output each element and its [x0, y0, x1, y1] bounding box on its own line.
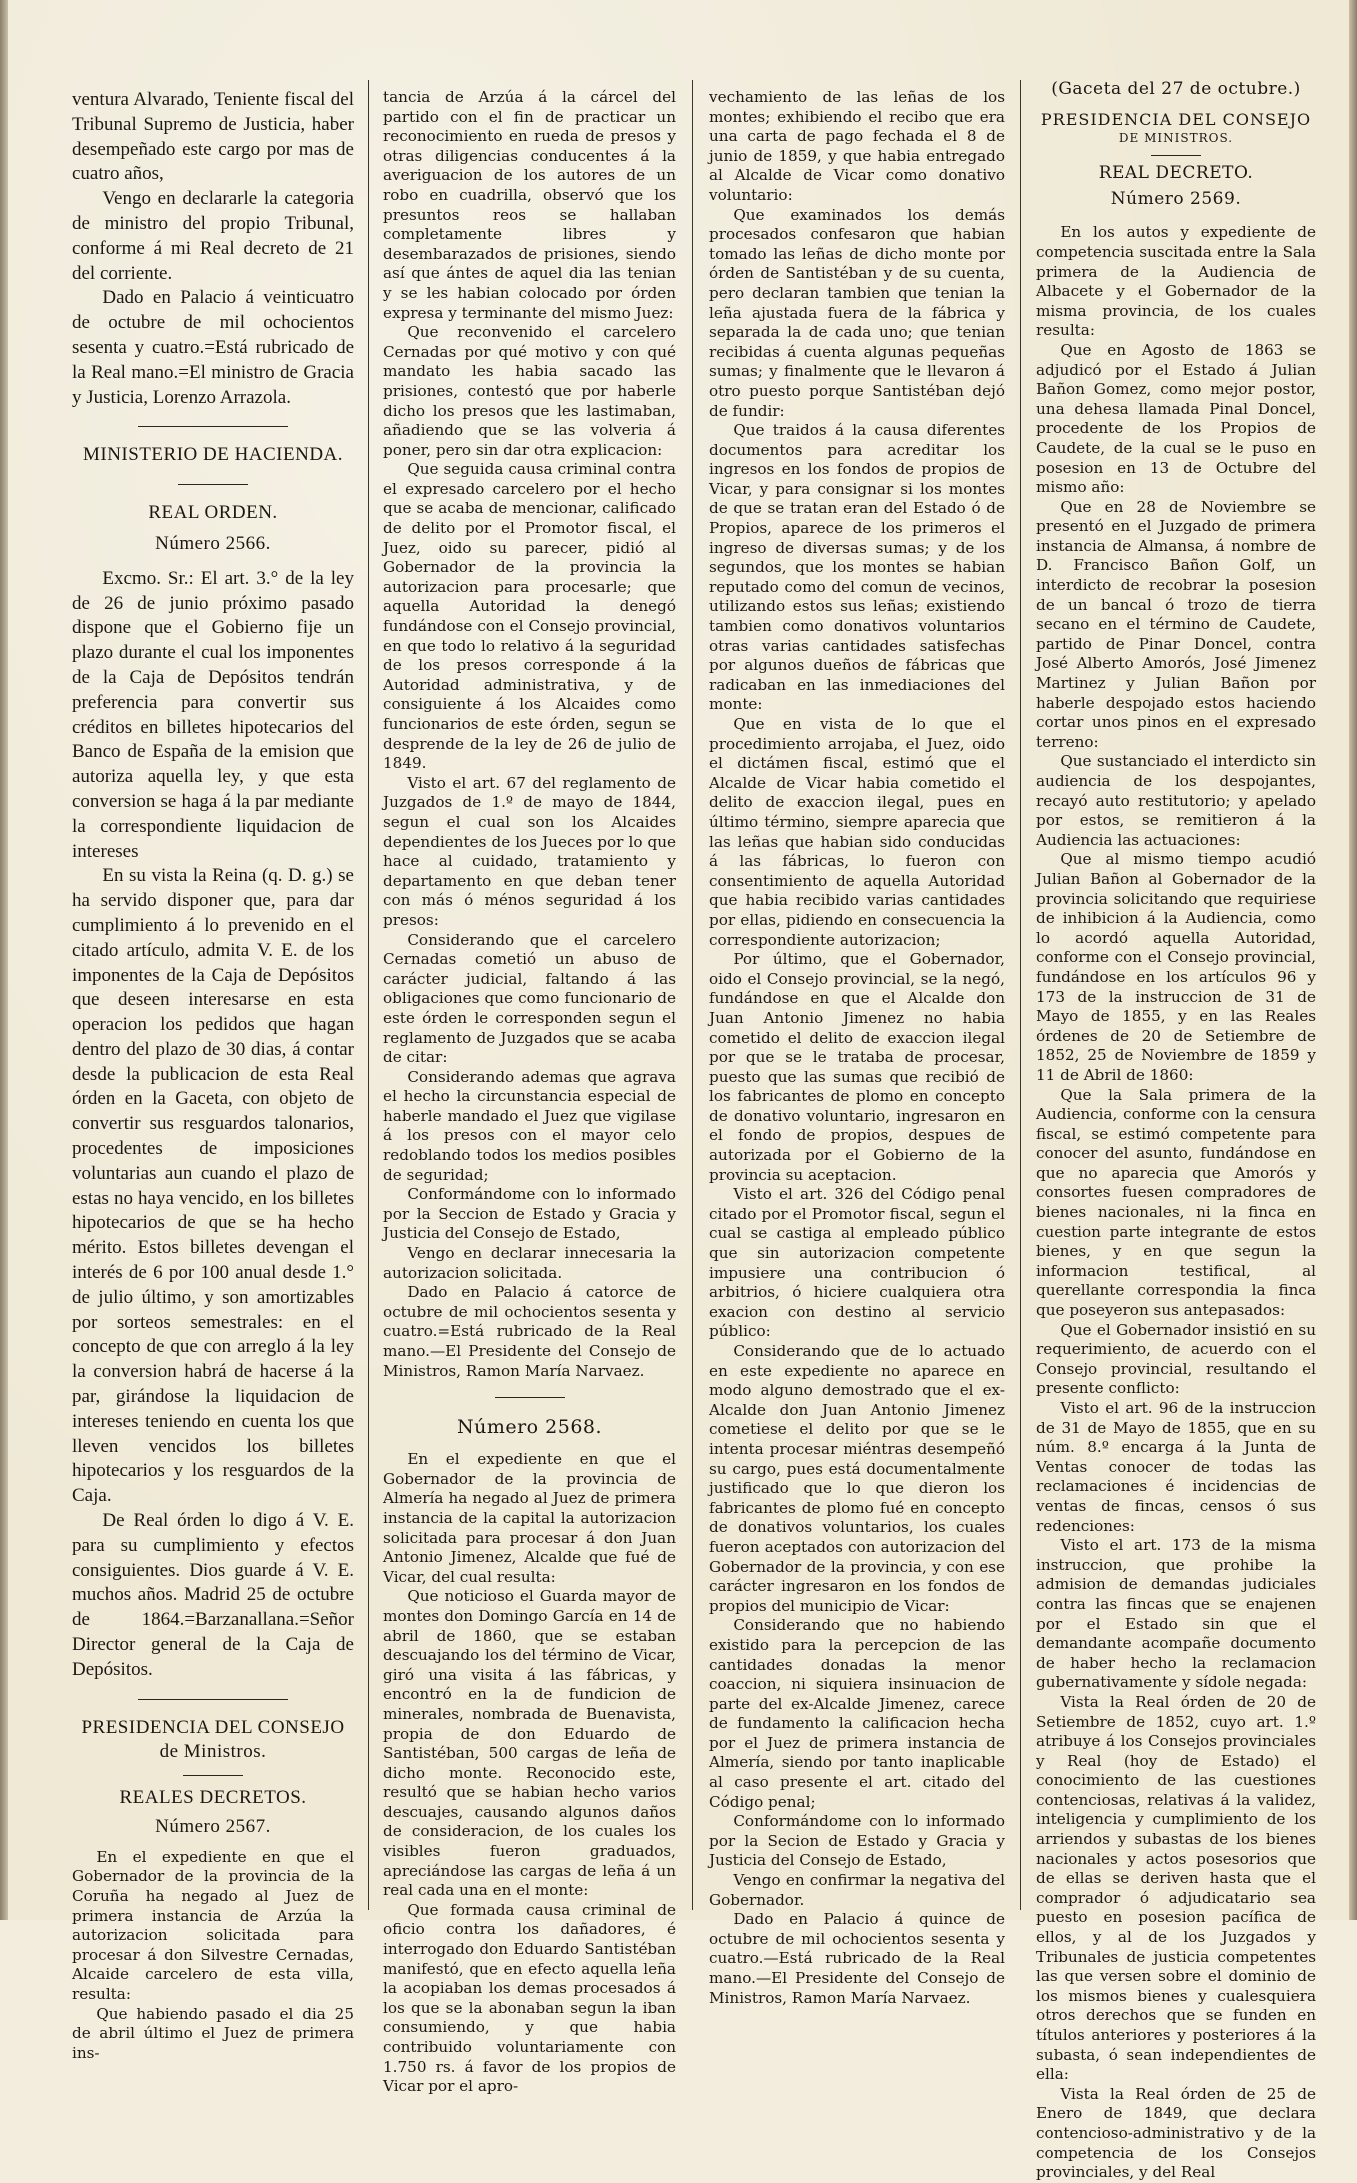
heading-number: Número 2568.: [456, 1416, 603, 1439]
section-divider: [183, 1775, 243, 1776]
section-divider: [138, 1699, 288, 1700]
section-heading-presidencia: PRESIDENCIA DEL CONSEJO: [81, 1716, 345, 1738]
page-edge-right: [1349, 0, 1357, 1920]
heading-number: Número 2566.: [155, 532, 271, 554]
heading-number: Número 2567.: [155, 1816, 271, 1837]
paragraph: Visto el art. 173 de la misma instruccion, que prohibe la admision de demandas judiciales contra las fincas que se enajenen por el Estado sin que el demandante acompañe documento de haber hecho la reclamacion gubernativamente y sídole negada:: [1036, 1536, 1316, 1692]
section-subheading: de Ministros.: [159, 1741, 267, 1763]
section-divider: [138, 426, 288, 427]
paragraph: Que seguida causa criminal contra el expresado carcelero por el hecho que se acaba de mencionar, calificado de delito por el Promotor fiscal, el Juez, oido su parecer, pidió al Gobernador de la provincia la autorizacion para procesarle; que aquella Autoridad la denegó fundándose con el Consejo provincial, en que todo lo relativo á la seguridad de los presos corresponde á la Autoridad administrativa, y de consiguiente á los Alcaides como funcionarios de este órden, segun se desprende de la ley de 26 de julio de 1849.: [383, 460, 676, 773]
paragraph: Que noticioso el Guarda mayor de montes don Domingo García en 14 de abril de 1860, que se estaban descuajando los del término de Vicar, giró una visita á las fábricas, y encontró en la de fundicion de minerales, nombrada de Buenavista, propia de don Eduardo de Santistéban, 500 cargas de leña de dicho monte. Reconocido este, resultó que se habian hecho varios descuajes, causando algunos daños de consideracion, de los cuales los visibles fueron graduados, apreciándose las cargas de leña á un real cada una en el monte:: [383, 1587, 676, 1900]
paragraph: Que examinados los demás procesados confesaron que habian tomado las leñas de dicho monte por órden de Santistéban y de su cuenta, pero declaran tambien que tenian la leña ajustada fuera de la fábrica y separada la de cada uno; que tenian recibidas á cuenta algunas pequeñas sumas; y finalmente que le llevaron á otro puesto porque Santistéban dejó de fundir:: [709, 205, 1005, 420]
column-1: [72, 88, 354, 2062]
column-rule: [1020, 80, 1021, 1910]
heading-reales-decretos: REALES DECRETOS.: [119, 1787, 307, 1809]
paragraph: Que en Agosto de 1863 se adjudicó por el Estado á Julian Bañon Gomez, como mejor postor, una dehesa llamada Pinal Doncel, procedente de los Propios de Caudete, de la cual se le puso en posesion en 13 de Octubre del mismo año:: [1036, 340, 1316, 497]
paragraph: En su vista la Reina (q. D. g.) se ha servido disponer que, para dar cumplimiento á lo prevenido en el citado artículo, admita V. E. de los imponentes de la Caja de Depósitos que deseen interesarse en esta operacion los pedidos que hagan dentro del plazo de 30 dias, á contar desde la publicacion de esta Real órden en la Gaceta, con objeto de convertir sus resguardos talonarios, procedentes de imposiciones voluntarias aun cuando el plazo de estas no haya vencido, en los billetes hipotecarios de que se ha hecho mérito. Estos billetes devengan el interés de 6 por 100 anual desde 1.° de julio último, y son amortizables por sorteos semestrales: en el concepto de que con arreglo á la ley la conversion habrá de hacerse á la par, girándose la liquidacion de intereses teniendo en cuenta los que lleven vencidos los billetes hipotecarios y los resguardos de la Caja.: [72, 865, 354, 1507]
heading-number: Número 2569.: [1110, 188, 1242, 209]
paragraph: Que al mismo tiempo acudió Julian Bañon al Gobernador de la provincia solicitando que requiriese de inhibicion á la Audiencia, como lo acordó aquella Autoridad, conforme con el Consejo provincial, fundándose en los artículos 96 y 173 de la instruccion de 31 de Mayo de 1855, y en las Reales órdenes de 20 de Setiembre de 1852, 25 de Noviembre de 1859 y 11 de Abril de 1860:: [1036, 850, 1316, 1084]
paragraph: Visto el art. 67 del reglamento de Juzgados de 1.º de mayo de 1844, segun el cual son los Alcaides dependientes de los Jueces por lo que hace al cuidado, tratamiento y departamento en que deban tener con más ó ménos seguridad á los presos:: [383, 773, 676, 929]
paragraph: vechamiento de las leñas de los montes; exhibiendo el recibo que era una carta de pago fechada el 8 de junio de 1859, y que habia entregado al Alcalde de Vicar como donativo voluntario:: [709, 88, 1005, 204]
paragraph: Que formada causa criminal de oficio contra los dañadores, é interrogado don Eduardo Santistéban manifestó, que en efecto aquella leña la acopiaban los demas procesados á los que se la abonaban segun la iban consumiendo, y que habia contribuido voluntariamente con 1.750 rs. á favor de los propios de Vicar por el apro-: [383, 1900, 676, 2096]
paragraph: En los autos y expediente de competencia suscitada entre la Sala primera de la Audiencia de Albacete y el Gobernador de la misma provincia, de los cuales resulta:: [1036, 223, 1316, 340]
column-4: [1036, 79, 1316, 2182]
paragraph: Considerando que de lo actuado en este expediente no aparece en modo alguno demostrado que el ex-Alcalde don Juan Antonio Jimenez cometiese el delito por que se le intenta procesar miéntras desempeñó su cargo, pues está documentalmente justificado que lo que dieron los fabricantes de plomo fué en concepto de donativos voluntarios, los cuales fueron aceptados con autorizacion del Gobernador de la provincia, y con ese carácter ingresaron en los fondos de propios del municipio de Vicar:: [709, 1342, 1005, 1615]
paragraph: Que traidos á la causa diferentes documentos para acreditar los ingresos en los fondos de propios de Vicar, y para consignar si los montes de que se tratan eran del Estado ó de Propios, aparece de los primeros el ingreso de diversas sumas; y de los segundos, que los montes se habian reputado como del comun de vecinos, utilizando estos sus leñas; existiendo tambien como donativos voluntarios otras varias cantidades satisfechas por algunos dueños de fábricas que radicaban en las inmediaciones del monte:: [709, 421, 1005, 714]
section-divider: [178, 484, 248, 485]
section-subheading: DE MINISTROS.: [1118, 131, 1234, 146]
paragraph: Que reconvenido el carcelero Cernadas por qué motivo y con qué mandato les habia sacado las prisiones, contestó que por haberle dicho los presos que les lastimaban, añadiendo que se las volveria á poner, pero sin dar otra explicacion:: [383, 323, 676, 459]
paragraph: Que sustanciado el interdicto sin audiencia de los despojantes, recayó auto restitutorio; y apelado por estos, se remitieron á la Audiencia las actuaciones:: [1036, 752, 1316, 849]
column-3: [709, 88, 1005, 2007]
column-rule: [368, 80, 369, 1910]
paragraph: De Real órden lo digo á V. E. para su cumplimiento y efectos consiguientes. Dios guarde á V. E. muchos años. Madrid 25 de octubre de 1864.=Barzanallana.=Señor Director general de la Caja de Depósitos.: [72, 1510, 354, 1680]
heading-real-orden: REAL ORDEN.: [148, 502, 278, 524]
paragraph: Vista la Real órden de 20 de Setiembre de 1852, cuyo art. 1.º atribuye á los Consejos provinciales y Real (hoy de Estado) el conocimiento de las cuestiones contenciosas, relativas á la validez, inteligencia y cumplimiento de los arriendos y subastas de los bienes nacionales y actos posesorios que de ellas se deriven hasta que el comprador ó adjudicatario sea puesto en posesion pacífica de ellos, y al de los Juzgados y Tribunales de justicia competentes las que versen sobre el dominio de los mismos bienes y cualesquiera otros derechos que se funden en títulos anteriores y posteriores á la subasta, ó sean independientes de ella:: [1036, 1692, 1316, 2084]
paragraph: Vengo en declarar innecesaria la autorizacion solicitada.: [383, 1244, 676, 1282]
paragraph: Vista la Real órden de 25 de Enero de 1849, que declara contencioso-administrativo y de la competencia de los Consejos provinciales, y del Real: [1036, 2084, 1316, 2182]
paragraph: Que el Gobernador insistió en su requerimiento, de acuerdo con el Consejo provincial, resultando el presente conflicto:: [1036, 1320, 1316, 1398]
paragraph: ventura Alvarado, Teniente fiscal del Tribunal Supremo de Justicia, haber desempeñado este cargo por mas de cuatro años,: [72, 89, 354, 185]
paragraph: Conformándome con lo informado por la Seccion de Estado y Gracia y Justicia del Consejo de Estado,: [383, 1185, 676, 1243]
paragraph: Visto el art. 96 de la instruccion de 31 de Mayo de 1855, que en su núm. 8.º encarga á la Junta de Ventas conocer de todas las reclamaciones é incidencias de ventas de fincas, censos ó sus redenciones:: [1036, 1399, 1316, 1535]
column-rule: [692, 80, 693, 1910]
paragraph: Conformándome con lo informado por la Secion de Estado y Gracia y Justicia del Consejo de Estado,: [709, 1812, 1005, 1870]
heading-real-decreto: REAL DECRETO.: [1098, 163, 1254, 184]
paragraph: Considerando ademas que agrava el hecho la circunstancia especial de haberle mandado el Juez que vigilase á los presos con el mayor celo redoblando todos los medios posibles de seguridad;: [383, 1067, 676, 1184]
paragraph: Por último, que el Gobernador, oido el Consejo provincial, se la negó, fundándose en que el Alcalde don Juan Antonio Jimenez no habia cometido el delito de exaccion ilegal por que se le trataba de procesar, puesto que las sumas que recibió de los fabricantes de plomo en concepto de donativo voluntario, ingresaron en el fondo de propios, despues de autorizada por el Gobierno de la provincia su aceptacion.: [709, 950, 1005, 1184]
paragraph: Dado en Palacio á quince de octubre de mil ochocientos sesenta y cuatro.—Está rubricado de la Real mano.—El Presidente del Consejo de Ministros, Ramon María Narvaez.: [709, 1910, 1005, 2007]
paragraph: Excmo. Sr.: El art. 3.° de la ley de 26 de junio próximo pasado dispone que el Gobierno fije un plazo durante el cual los imponentes de la Caja de Depósitos tendrán preferencia para convertir sus créditos en billetes hipotecarios del Banco de España de la emision que autoriza aquella ley, y que esta conversion se haga á la par mediante la correspondiente liquidacion de intereses: [72, 567, 354, 862]
paragraph: Vengo en declararle la categoria de ministro del propio Tribunal, conforme á mi Real decreto de 21 del corriente.: [72, 188, 354, 284]
column-2: [383, 88, 676, 2096]
paragraph: Dado en Palacio á veinticuatro de octubre de mil ochocientos sesenta y cuatro.=Está rubricado de la Real mano.=El ministro de Gracia y Justicia, Lorenzo Arrazola.: [72, 287, 354, 408]
paragraph: Que en 28 de Noviembre se presentó en el Juzgado de primera instancia de Almansa, á nombre de D. Francisco Bañon Golf, un interdicto de recobrar la posesion de un bancal ó trozo de tierra secano en el término de Caudete, partido de Pinar Doncel, contra José Alberto Amorós, José Jimenez Martinez y Julian Bañon por haberle despojado estos haciendo cortar unos pinos en el expresado terreno:: [1036, 497, 1316, 751]
paragraph: Considerando que no habiendo existido para la percepcion de las cantidades donadas la menor coaccion, ni siquiera insinuacion de parte del ex-Alcalde Jimenez, carece de fundamento la calificacion hecha por el Juez de primera instancia de Almería, siendo por tanto inaplicable al caso presente el art. citado del Código penal;: [709, 1616, 1005, 1811]
section-heading-presidencia: PRESIDENCIA DEL CONSEJO: [1040, 109, 1312, 129]
section-heading-ministerio: MINISTERIO DE HACIENDA.: [82, 444, 344, 466]
paragraph: Visto el art. 326 del Código penal citado por el Promotor fiscal, segun el cual se castiga al empleado público que sin autorizacion competente impusiere una contribucion ó arbitrios, ó hiciere cualquiera otra exacion con destino al servicio público:: [709, 1185, 1005, 1341]
paragraph: Que habiendo pasado el dia 25 de abril último el Juez de primera ins-: [72, 2004, 354, 2062]
paragraph: Que en vista de lo que el procedimiento arrojaba, el Juez, oido el dictámen fiscal, estimó que el Alcalde de Vicar habia cometido el delito de exaccion ilegal, pues en último término, siempre aparecia que las leñas que habian sido conducidas á las fábricas, lo fueron con consentimiento de aquella Autoridad que habia recibido varias cantidades por ellas, pidiendo en consecuencia la correspondiente autorizacion;: [709, 715, 1005, 949]
paragraph: Considerando que el carcelero Cernadas cometió un abuso de carácter judicial, faltando á las obligaciones que como funcionario de este órden le corresponden segun el reglamento de Juzgados que se acaba de citar:: [383, 930, 676, 1067]
paragraph: En el expediente en que el Gobernador de la provincia de Almería ha negado al Juez de primera instancia de la capital la autorizacion solicitada para procesar á don Juan Antonio Jimenez, Alcalde que fué de Vicar, del cual resulta:: [383, 1450, 676, 1586]
section-divider: [495, 1397, 565, 1398]
section-divider: [1151, 155, 1201, 156]
paragraph: tancia de Arzúa á la cárcel del partido con el fin de practicar un reconocimiento en rueda de presos y otras diligencias conducentes á la averiguacion de los autores de un robo en cuadrilla, observó que los presuntos reos se hallaban completamente libres y desembarazados de prisiones, siendo así que ántes de aquel dia las tenian y se les habian colocado por órden expresa y terminante del mismo Juez:: [383, 88, 676, 322]
paragraph: Vengo en confirmar la negativa del Gobernador.: [709, 1871, 1005, 1909]
paragraph: Que la Sala primera de la Audiencia, conforme con la censura fiscal, se estimó competente para conocer del asunto, fundándose en que no aparecia que Amorós y consortes fuesen compradores de bienes nacionales, ni la finca en cuestion parte integrante de estos bienes, y en que segun la informacion testifical, al querellante correspondia la finca que poseyeron sus antepasados:: [1036, 1085, 1316, 1320]
paragraph: Dado en Palacio á catorce de octubre de mil ochocientos sesenta y cuatro.=Está rubricado de la Real mano.—El Presidente del Consejo de Ministros, Ramon María Narvaez.: [383, 1283, 676, 1380]
paragraph: En el expediente en que el Gobernador de la provincia de la Coruña ha negado al Juez de primera instancia de Arzúa la autorizacion solicitada para procesar á don Silvestre Cernadas, Alcaide carcelero de esta villa, resulta:: [72, 1847, 354, 2003]
page-edge-left: [0, 0, 8, 1920]
gaceta-date-heading: (Gaceta del 27 de octubre.): [1051, 79, 1301, 99]
